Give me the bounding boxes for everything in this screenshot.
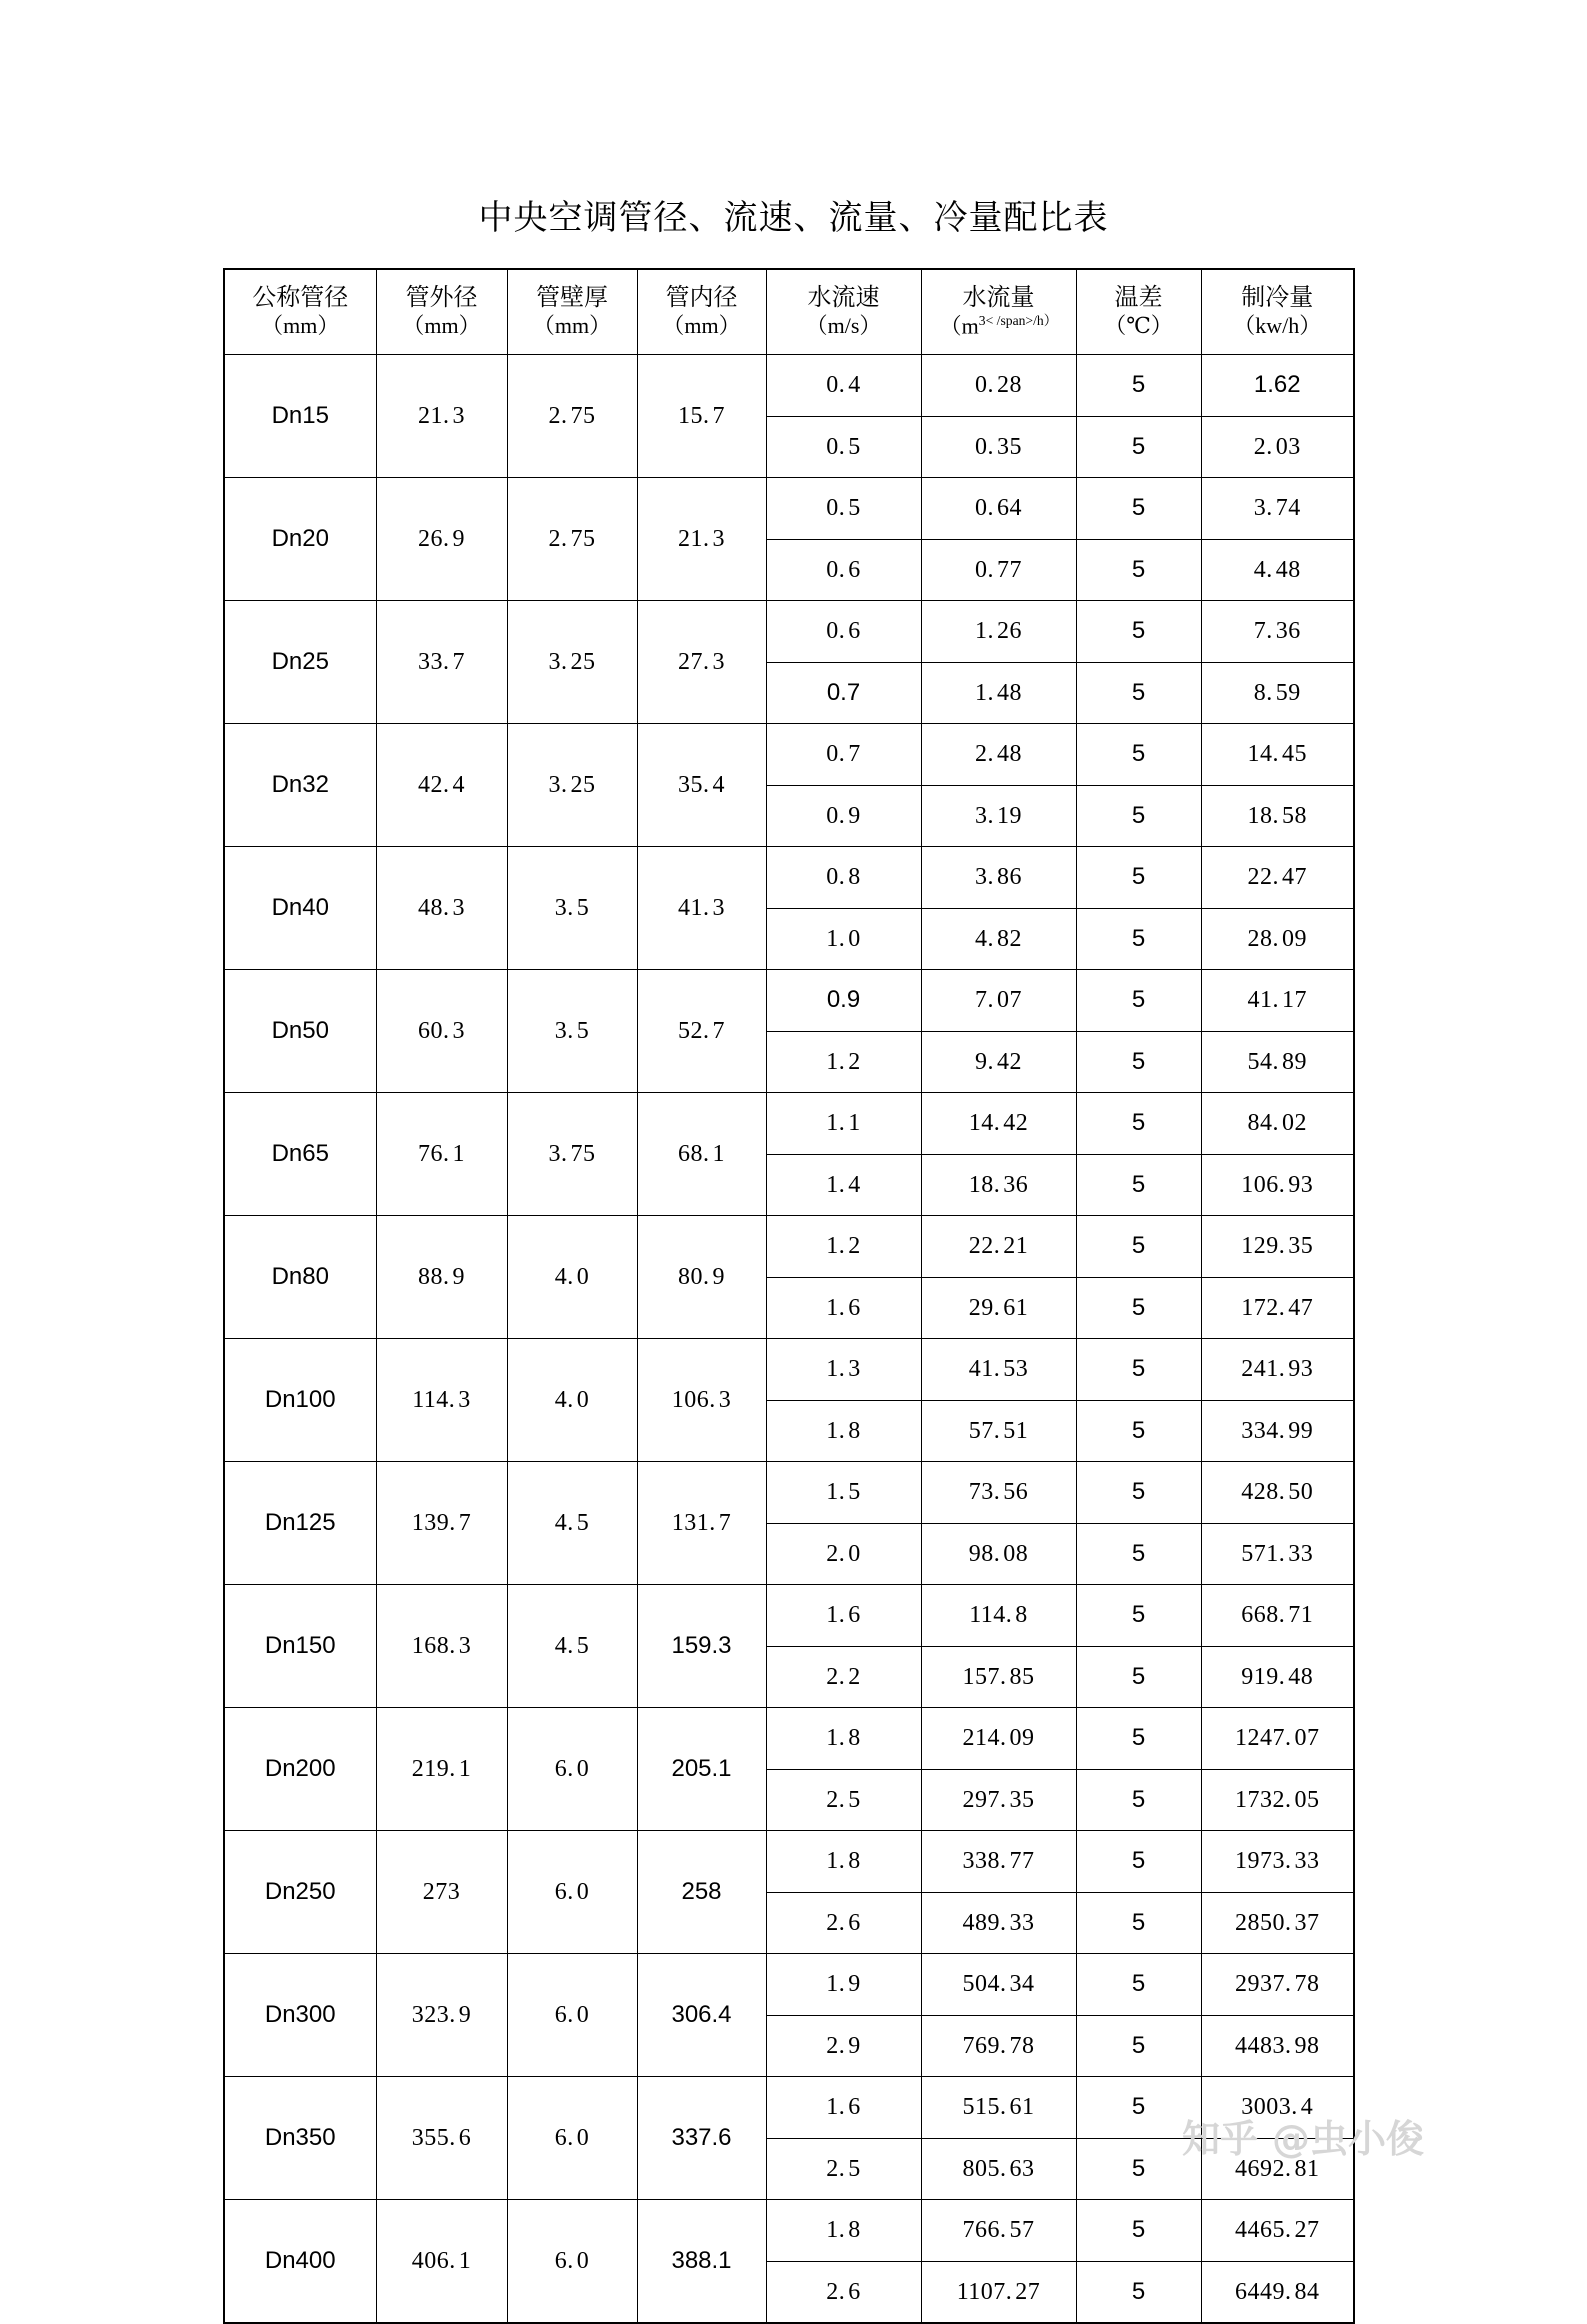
cooling-capacity-cell: 571.33 (1201, 1523, 1354, 1585)
water-velocity-cell: 0.8 (766, 847, 921, 909)
table-row (224, 2200, 1354, 2262)
nominal-diameter-cell: Dn50 (224, 970, 376, 1093)
column-header-label: 管外径 (405, 283, 478, 312)
water-velocity-cell: 0.6 (766, 539, 921, 601)
inner-diameter-cell: 205.1 (637, 1708, 766, 1831)
cooling-capacity-cell: 84.02 (1201, 1093, 1354, 1155)
nominal-diameter-cell: Dn40 (224, 847, 376, 970)
water-flow-cell: 157.85 (921, 1646, 1076, 1708)
table-row (224, 847, 1354, 909)
temperature-difference-cell: 5 (1076, 662, 1201, 724)
water-velocity-cell: 0.9 (766, 970, 921, 1032)
temperature-difference-cell: 5 (1076, 724, 1201, 786)
cooling-capacity-cell: 4465.27 (1201, 2200, 1354, 2262)
column-header-unit: （kw/h） (1233, 313, 1322, 339)
inner-diameter-cell: 159.3 (637, 1585, 766, 1708)
water-flow-cell: 489.33 (921, 1892, 1076, 1954)
water-flow-cell: 338.77 (921, 1831, 1076, 1893)
column-header-7 (1076, 269, 1201, 355)
cooling-capacity-cell: 2.03 (1201, 416, 1354, 478)
cooling-capacity-cell: 1732.05 (1201, 1769, 1354, 1831)
water-velocity-cell: 1.2 (766, 1031, 921, 1093)
cooling-capacity-cell: 3003.4 (1201, 2077, 1354, 2139)
water-velocity-cell: 1.6 (766, 1277, 921, 1339)
inner-diameter-cell: 337.6 (637, 2077, 766, 2200)
cooling-capacity-cell: 172.47 (1201, 1277, 1354, 1339)
outer-diameter-cell: 139.7 (376, 1462, 507, 1585)
page-title: 中央空调管径、流速、流量、冷量配比表 (478, 198, 1109, 238)
temperature-difference-cell: 5 (1076, 1523, 1201, 1585)
cooling-capacity-cell: 1.62 (1201, 355, 1354, 417)
water-flow-cell: 114.8 (921, 1585, 1076, 1647)
outer-diameter-cell: 406.1 (376, 2200, 507, 2324)
water-flow-cell: 1107.27 (921, 2261, 1076, 2323)
pipe-sizing-table (223, 268, 1355, 2324)
water-velocity-cell: 1.3 (766, 1339, 921, 1401)
temperature-difference-cell: 5 (1076, 1646, 1201, 1708)
cooling-capacity-cell: 2937.78 (1201, 1954, 1354, 2016)
water-velocity-cell: 1.0 (766, 908, 921, 970)
outer-diameter-cell: 33.7 (376, 601, 507, 724)
column-header-3 (507, 269, 637, 355)
water-flow-cell: 98.08 (921, 1523, 1076, 1585)
temperature-difference-cell: 5 (1076, 785, 1201, 847)
water-velocity-cell: 1.9 (766, 1954, 921, 2016)
cooling-capacity-cell: 28.09 (1201, 908, 1354, 970)
watermark (1182, 2108, 1424, 2163)
inner-diameter-cell: 388.1 (637, 2200, 766, 2324)
wall-thickness-cell: 4.5 (507, 1585, 637, 1708)
water-velocity-cell: 2.5 (766, 2138, 921, 2200)
temperature-difference-cell: 5 (1076, 478, 1201, 540)
cooling-capacity-cell: 241.93 (1201, 1339, 1354, 1401)
temperature-difference-cell: 5 (1076, 908, 1201, 970)
cooling-capacity-cell: 54.89 (1201, 1031, 1354, 1093)
column-header-unit: （mm） (532, 313, 612, 339)
outer-diameter-cell: 60.3 (376, 970, 507, 1093)
temperature-difference-cell: 5 (1076, 1708, 1201, 1770)
temperature-difference-cell: 5 (1076, 1277, 1201, 1339)
table-row (224, 1093, 1354, 1155)
water-flow-cell: 0.35 (921, 416, 1076, 478)
wall-thickness-cell: 6.0 (507, 1831, 637, 1954)
watermark-username: @虫小俊 (1272, 2117, 1425, 2161)
water-velocity-cell: 2.5 (766, 1769, 921, 1831)
temperature-difference-cell: 5 (1076, 1093, 1201, 1155)
column-header-8 (1201, 269, 1354, 355)
inner-diameter-cell: 35.4 (637, 724, 766, 847)
water-flow-cell: 0.64 (921, 478, 1076, 540)
wall-thickness-cell: 2.75 (507, 355, 637, 478)
temperature-difference-cell: 5 (1076, 416, 1201, 478)
water-flow-cell: 7.07 (921, 970, 1076, 1032)
water-velocity-cell: 2.6 (766, 2261, 921, 2323)
temperature-difference-cell: 5 (1076, 2261, 1201, 2323)
zhihu-logo-text: 知乎 (1182, 2117, 1259, 2161)
pipe-sizing-table-container (223, 268, 1353, 2324)
cooling-capacity-cell: 18.58 (1201, 785, 1354, 847)
outer-diameter-cell: 26.9 (376, 478, 507, 601)
cooling-capacity-cell: 919.48 (1201, 1646, 1354, 1708)
water-flow-cell: 515.61 (921, 2077, 1076, 2139)
outer-diameter-cell: 48.3 (376, 847, 507, 970)
water-flow-cell: 1.26 (921, 601, 1076, 663)
water-velocity-cell: 1.6 (766, 2077, 921, 2139)
water-velocity-cell: 0.5 (766, 416, 921, 478)
outer-diameter-cell: 355.6 (376, 2077, 507, 2200)
column-header-label: 水流量 (962, 282, 1035, 311)
temperature-difference-cell: 5 (1076, 2077, 1201, 2139)
water-flow-cell: 22.21 (921, 1216, 1076, 1278)
inner-diameter-cell: 21.3 (637, 478, 766, 601)
wall-thickness-cell: 3.5 (507, 970, 637, 1093)
cooling-capacity-cell: 6449.84 (1201, 2261, 1354, 2323)
water-flow-cell: 2.48 (921, 724, 1076, 786)
water-velocity-cell: 1.8 (766, 1400, 921, 1462)
inner-diameter-cell: 27.3 (637, 601, 766, 724)
nominal-diameter-cell: Dn150 (224, 1585, 376, 1708)
temperature-difference-cell: 5 (1076, 1831, 1201, 1893)
column-header-unit: （$m^{3< /span>/h)}$ (939, 313, 1058, 339)
temperature-difference-cell: 5 (1076, 847, 1201, 909)
cooling-capacity-cell: 4.48 (1201, 539, 1354, 601)
wall-thickness-cell: 3.5 (507, 847, 637, 970)
table-row (224, 1585, 1354, 1647)
column-header-1 (224, 269, 376, 355)
table-body (224, 355, 1354, 2324)
inner-diameter-cell: 106.3 (637, 1339, 766, 1462)
water-velocity-cell: 1.4 (766, 1154, 921, 1216)
cooling-capacity-cell: 2850.37 (1201, 1892, 1354, 1954)
nominal-diameter-cell: Dn15 (224, 355, 376, 478)
temperature-difference-cell: 5 (1076, 970, 1201, 1032)
outer-diameter-cell: 323.9 (376, 1954, 507, 2077)
water-velocity-cell: 0.6 (766, 601, 921, 663)
column-header-unit: （m/s） (805, 313, 882, 339)
nominal-diameter-cell: Dn400 (224, 2200, 376, 2324)
water-velocity-cell: 1.1 (766, 1093, 921, 1155)
temperature-difference-cell: 5 (1076, 1769, 1201, 1831)
cooling-capacity-cell: 428.50 (1201, 1462, 1354, 1524)
outer-diameter-cell: 42.4 (376, 724, 507, 847)
outer-diameter-cell: 21.3 (376, 355, 507, 478)
water-velocity-cell: 2.2 (766, 1646, 921, 1708)
table-row (224, 1708, 1354, 1770)
temperature-difference-cell: 5 (1076, 601, 1201, 663)
temperature-difference-cell: 5 (1076, 1954, 1201, 2016)
temperature-difference-cell: 5 (1076, 1892, 1201, 1954)
column-header-6 (921, 269, 1076, 355)
temperature-difference-cell: 5 (1076, 1339, 1201, 1401)
column-header-label: 公称管径 (252, 283, 349, 312)
water-flow-cell: 0.28 (921, 355, 1076, 417)
table-row (224, 1462, 1354, 1524)
column-header-5 (766, 269, 921, 355)
table-row (224, 1339, 1354, 1401)
inner-diameter-cell: 68.1 (637, 1093, 766, 1216)
water-velocity-cell: 2.6 (766, 1892, 921, 1954)
inner-diameter-cell: 306.4 (637, 1954, 766, 2077)
table-row (224, 1954, 1354, 2016)
column-header-4 (637, 269, 766, 355)
water-flow-cell: 3.19 (921, 785, 1076, 847)
table-row (224, 355, 1354, 417)
column-header-label: 温差 (1114, 283, 1163, 312)
wall-thickness-cell: 2.75 (507, 478, 637, 601)
column-header-label: 管内径 (665, 283, 738, 312)
water-flow-cell: 805.63 (921, 2138, 1076, 2200)
nominal-diameter-cell: Dn200 (224, 1708, 376, 1831)
outer-diameter-cell: 114.3 (376, 1339, 507, 1462)
column-header-unit: （mm） (402, 313, 481, 339)
wall-thickness-cell: 6.0 (507, 1954, 637, 2077)
column-header-label: 水流速 (807, 283, 880, 312)
wall-thickness-cell: 3.75 (507, 1093, 637, 1216)
inner-diameter-cell: 15.7 (637, 355, 766, 478)
water-flow-cell: 73.56 (921, 1462, 1076, 1524)
table-header-row (224, 269, 1354, 355)
water-flow-cell: 3.86 (921, 847, 1076, 909)
temperature-difference-cell: 5 (1076, 2200, 1201, 2262)
temperature-difference-cell: 5 (1076, 1216, 1201, 1278)
cooling-capacity-cell: 4483.98 (1201, 2015, 1354, 2077)
cooling-capacity-cell: 3.74 (1201, 478, 1354, 540)
wall-thickness-cell: 4.0 (507, 1216, 637, 1339)
table-row (224, 478, 1354, 540)
water-velocity-cell: 2.9 (766, 2015, 921, 2077)
water-flow-cell: 4.82 (921, 908, 1076, 970)
water-flow-cell: 766.57 (921, 2200, 1076, 2262)
water-flow-cell: 214.09 (921, 1708, 1076, 1770)
cooling-capacity-cell: 8.59 (1201, 662, 1354, 724)
nominal-diameter-cell: Dn350 (224, 2077, 376, 2200)
column-header-label: 管壁厚 (536, 283, 608, 312)
cooling-capacity-cell: 1247.07 (1201, 1708, 1354, 1770)
wall-thickness-cell: 6.0 (507, 1708, 637, 1831)
nominal-diameter-cell: Dn32 (224, 724, 376, 847)
wall-thickness-cell: 4.5 (507, 1462, 637, 1585)
nominal-diameter-cell: Dn125 (224, 1462, 376, 1585)
wall-thickness-cell: 4.0 (507, 1339, 637, 1462)
cooling-capacity-cell: 334.99 (1201, 1400, 1354, 1462)
inner-diameter-cell: 80.9 (637, 1216, 766, 1339)
water-velocity-cell: 2.0 (766, 1523, 921, 1585)
water-velocity-cell: 0.7 (766, 724, 921, 786)
table-row (224, 601, 1354, 663)
temperature-difference-cell: 5 (1076, 1154, 1201, 1216)
nominal-diameter-cell: Dn250 (224, 1831, 376, 1954)
temperature-difference-cell: 5 (1076, 539, 1201, 601)
water-velocity-cell: 1.8 (766, 1708, 921, 1770)
water-velocity-cell: 0.9 (766, 785, 921, 847)
water-flow-cell: 29.61 (921, 1277, 1076, 1339)
inner-diameter-cell: 52.7 (637, 970, 766, 1093)
nominal-diameter-cell: Dn65 (224, 1093, 376, 1216)
wall-thickness-cell: 3.25 (507, 601, 637, 724)
table-row (224, 724, 1354, 786)
wall-thickness-cell: 6.0 (507, 2200, 637, 2324)
temperature-difference-cell: 5 (1076, 2138, 1201, 2200)
inner-diameter-cell: 131.7 (637, 1462, 766, 1585)
column-header-unit: （mm） (261, 313, 340, 339)
cooling-capacity-cell: 4692.81 (1201, 2138, 1354, 2200)
nominal-diameter-cell: Dn100 (224, 1339, 376, 1462)
temperature-difference-cell: 5 (1076, 1585, 1201, 1647)
temperature-difference-cell: 5 (1076, 1031, 1201, 1093)
nominal-diameter-cell: Dn25 (224, 601, 376, 724)
water-flow-cell: 1.48 (921, 662, 1076, 724)
temperature-difference-cell: 5 (1076, 1400, 1201, 1462)
column-header-unit: （mm） (662, 313, 741, 339)
cooling-capacity-cell: 41.17 (1201, 970, 1354, 1032)
nominal-diameter-cell: Dn80 (224, 1216, 376, 1339)
temperature-difference-cell: 5 (1076, 2015, 1201, 2077)
cooling-capacity-cell: 129.35 (1201, 1216, 1354, 1278)
nominal-diameter-cell: Dn20 (224, 478, 376, 601)
nominal-diameter-cell: Dn300 (224, 1954, 376, 2077)
water-flow-cell: 504.34 (921, 1954, 1076, 2016)
column-header-2 (376, 269, 507, 355)
cooling-capacity-cell: 14.45 (1201, 724, 1354, 786)
water-flow-cell: 14.42 (921, 1093, 1076, 1155)
column-header-unit: （℃） (1104, 313, 1173, 339)
table-row (224, 1216, 1354, 1278)
column-header-label: 制冷量 (1241, 283, 1314, 312)
water-flow-cell: 57.51 (921, 1400, 1076, 1462)
outer-diameter-cell: 88.9 (376, 1216, 507, 1339)
inner-diameter-cell: 41.3 (637, 847, 766, 970)
water-velocity-cell: 0.4 (766, 355, 921, 417)
outer-diameter-cell: 273 (376, 1831, 507, 1954)
table-header (224, 269, 1354, 355)
inner-diameter-cell: 258 (637, 1831, 766, 1954)
outer-diameter-cell: 219.1 (376, 1708, 507, 1831)
table-row (224, 970, 1354, 1032)
cooling-capacity-cell: 1973.33 (1201, 1831, 1354, 1893)
water-flow-cell: 0.77 (921, 539, 1076, 601)
outer-diameter-cell: 76.1 (376, 1093, 507, 1216)
water-flow-cell: 41.53 (921, 1339, 1076, 1401)
water-velocity-cell: 1.8 (766, 1831, 921, 1893)
water-velocity-cell: 1.2 (766, 1216, 921, 1278)
water-velocity-cell: 0.5 (766, 478, 921, 540)
cooling-capacity-cell: 106.93 (1201, 1154, 1354, 1216)
water-velocity-cell: 1.5 (766, 1462, 921, 1524)
cooling-capacity-cell: 7.36 (1201, 601, 1354, 663)
cooling-capacity-cell: 22.47 (1201, 847, 1354, 909)
temperature-difference-cell: 5 (1076, 1462, 1201, 1524)
temperature-difference-cell: 5 (1076, 355, 1201, 417)
water-flow-cell: 297.35 (921, 1769, 1076, 1831)
wall-thickness-cell: 3.25 (507, 724, 637, 847)
cooling-capacity-cell: 668.71 (1201, 1585, 1354, 1647)
water-flow-cell: 769.78 (921, 2015, 1076, 2077)
water-velocity-cell: 0.7 (766, 662, 921, 724)
water-velocity-cell: 1.6 (766, 1585, 921, 1647)
table-row (224, 1831, 1354, 1893)
water-flow-cell: 9.42 (921, 1031, 1076, 1093)
wall-thickness-cell: 6.0 (507, 2077, 637, 2200)
water-velocity-cell: 1.8 (766, 2200, 921, 2262)
water-flow-cell: 18.36 (921, 1154, 1076, 1216)
outer-diameter-cell: 168.3 (376, 1585, 507, 1708)
